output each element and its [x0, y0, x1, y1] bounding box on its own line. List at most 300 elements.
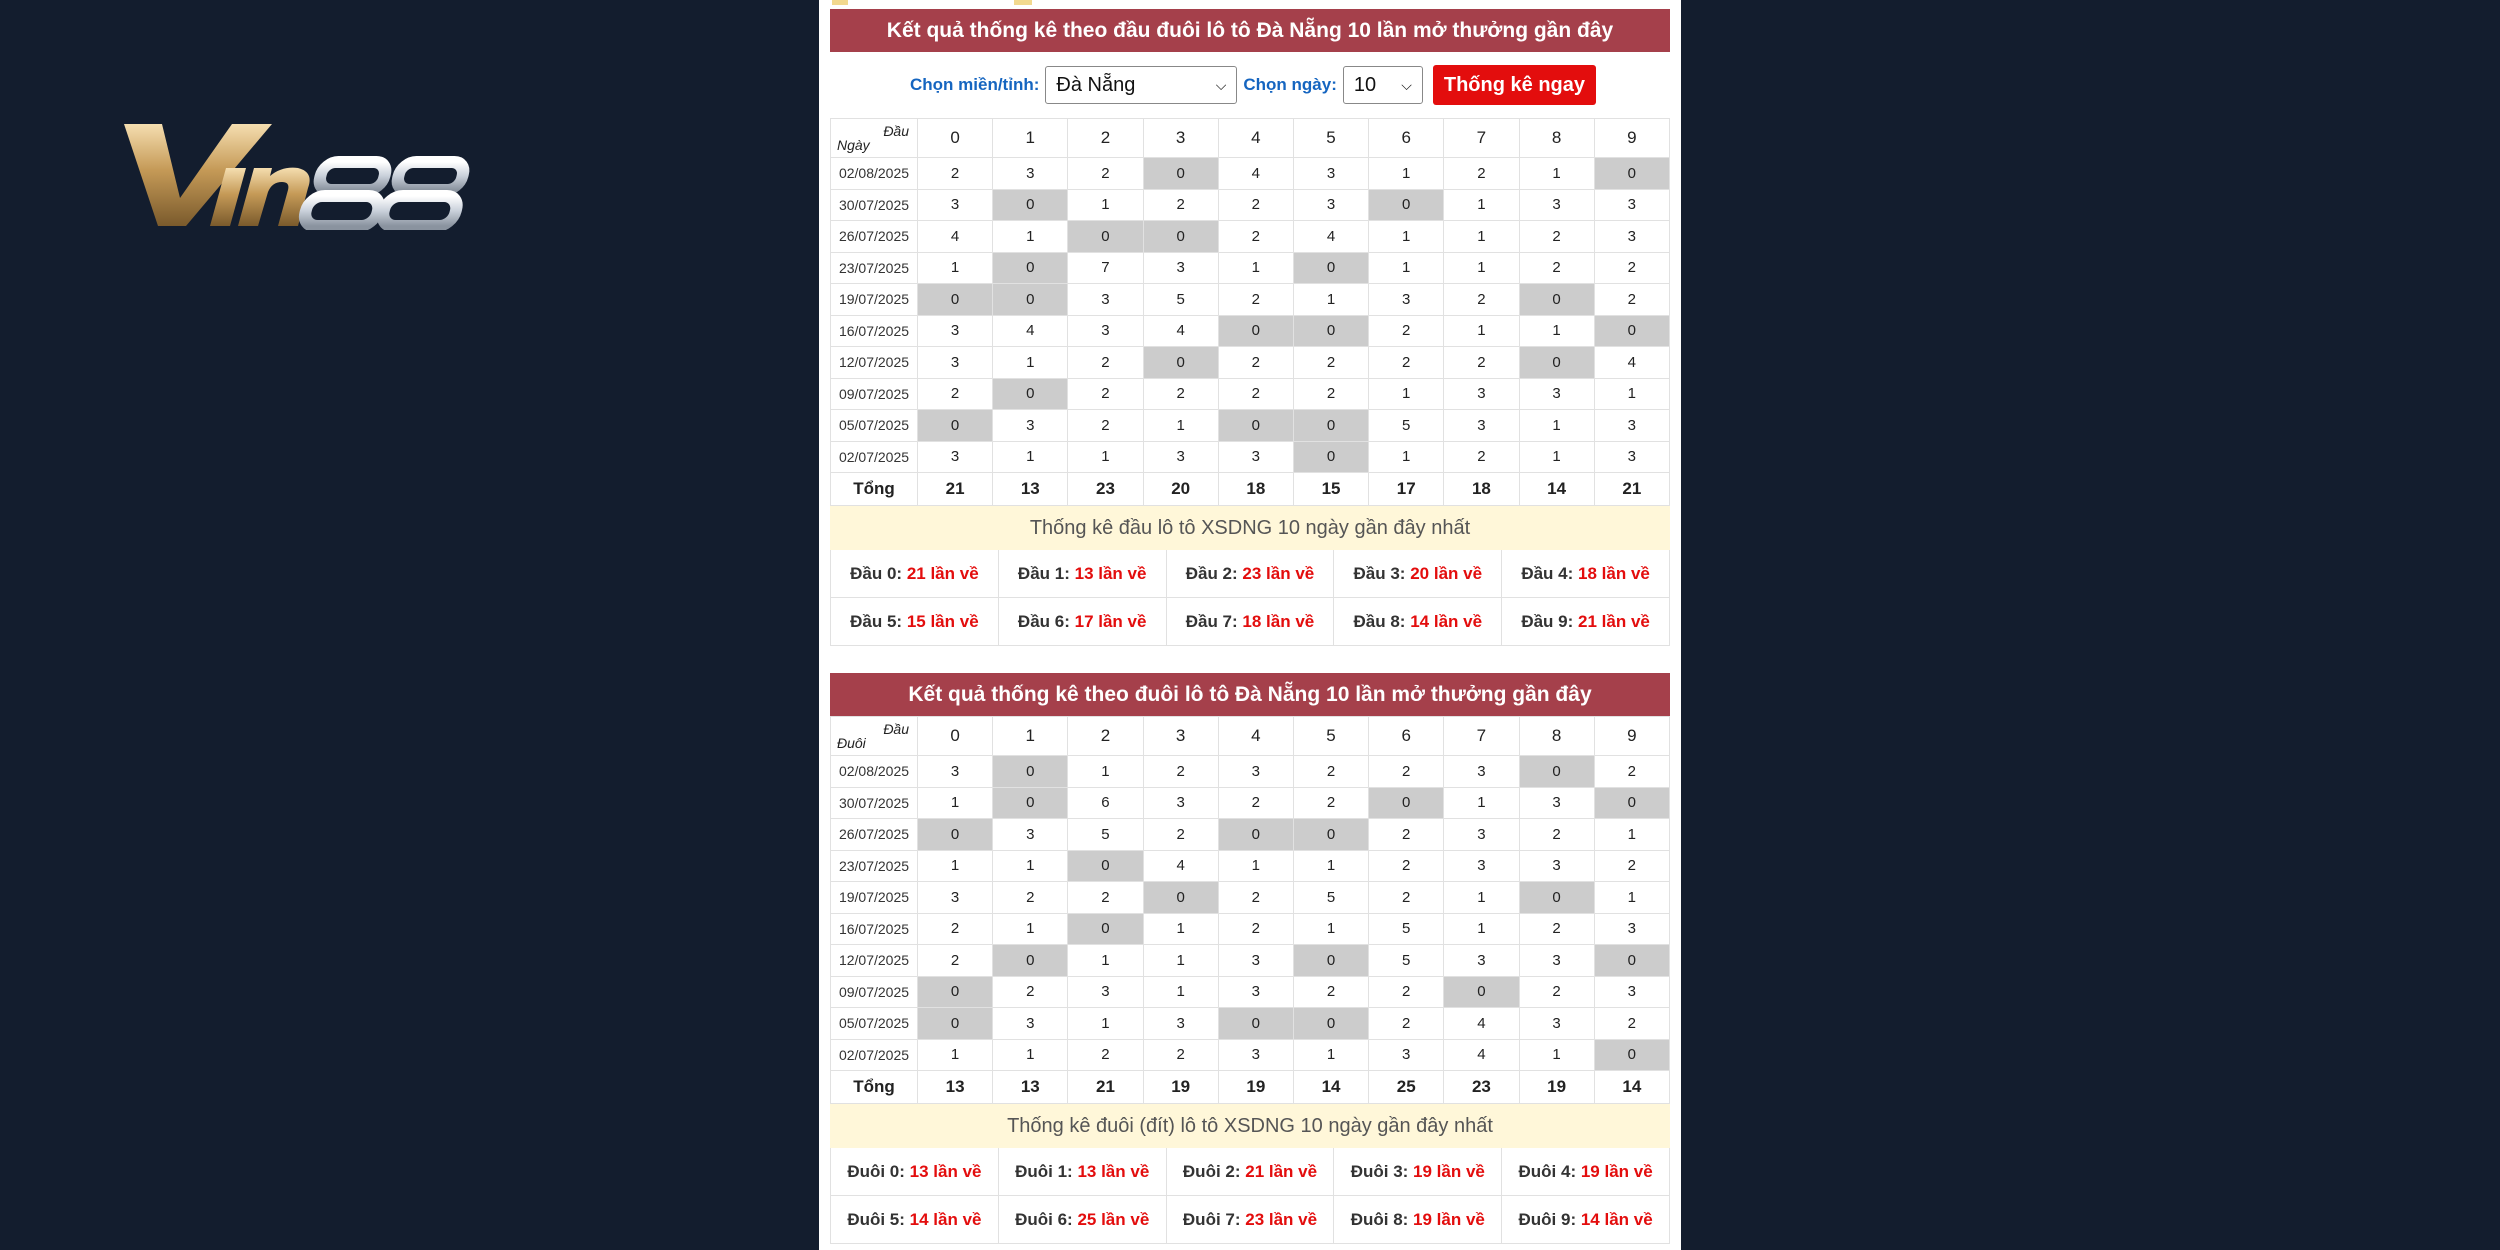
count-cell: 0: [1594, 787, 1669, 819]
corner-bottom-label: Ngày: [837, 137, 870, 153]
column-header: 3: [1143, 119, 1218, 158]
column-header: 0: [918, 119, 993, 158]
count-cell: 3: [1444, 378, 1519, 410]
count-cell: 1: [1594, 819, 1669, 851]
date-cell: 16/07/2025: [831, 315, 918, 347]
total-cell: 19: [1519, 1071, 1594, 1104]
count-cell: 2: [1293, 347, 1368, 379]
summary-value: 13 lần về: [909, 1162, 982, 1181]
summary-value: 17 lần về: [1074, 612, 1147, 631]
vin88-logo: [122, 118, 482, 230]
summary-label: Đầu 5:: [850, 612, 903, 631]
count-cell: 4: [1293, 221, 1368, 253]
count-cell: 2: [1444, 158, 1519, 190]
count-cell: 3: [918, 882, 993, 914]
summary-value: 18 lần về: [1242, 612, 1315, 631]
table-row: [831, 787, 1670, 819]
count-cell: 1: [1293, 1039, 1368, 1071]
count-cell: 1: [1143, 410, 1218, 442]
count-cell: 2: [1218, 882, 1293, 914]
count-cell: 0: [1594, 945, 1669, 977]
total-cell: 20: [1143, 473, 1218, 506]
count-cell: 0: [1218, 819, 1293, 851]
total-cell: 18: [1444, 473, 1519, 506]
total-cell: 23: [1068, 473, 1143, 506]
count-cell: 1: [1444, 189, 1519, 221]
column-header: 6: [1369, 119, 1444, 158]
count-cell: 2: [1218, 284, 1293, 316]
stats-panel: [819, 0, 1681, 1250]
count-cell: 5: [1068, 819, 1143, 851]
table-row: [831, 1008, 1670, 1040]
summary-item: [1334, 1196, 1502, 1244]
total-cell: 19: [1143, 1071, 1218, 1104]
count-cell: 7: [1068, 252, 1143, 284]
count-cell: 0: [1218, 1008, 1293, 1040]
count-cell: 0: [1293, 252, 1368, 284]
count-cell: 2: [918, 913, 993, 945]
date-cell: 23/07/2025: [831, 252, 918, 284]
count-cell: 3: [1594, 441, 1669, 473]
count-cell: 2: [1218, 221, 1293, 253]
count-cell: 1: [1444, 252, 1519, 284]
count-cell: 2: [1068, 410, 1143, 442]
date-cell: 19/07/2025: [831, 284, 918, 316]
count-cell: 1: [993, 221, 1068, 253]
date-cell: 16/07/2025: [831, 913, 918, 945]
date-cell: 05/07/2025: [831, 1008, 918, 1040]
count-cell: 2: [1519, 913, 1594, 945]
table-row: [831, 976, 1670, 1008]
count-cell: 0: [993, 378, 1068, 410]
total-row: [831, 473, 1670, 506]
count-cell: 1: [1444, 913, 1519, 945]
region-select-value: Đà Nẵng: [1056, 74, 1136, 96]
total-cell: 15: [1293, 473, 1368, 506]
summary-item: [1502, 550, 1670, 598]
count-cell: 0: [993, 284, 1068, 316]
summary-label: Đuôi 4:: [1518, 1162, 1577, 1181]
count-cell: 2: [993, 976, 1068, 1008]
dau-section-title: Kết quả thống kê theo đầu đuôi lô tô Đà Nẵng 10 lần mở thưởng gần đây: [830, 9, 1670, 52]
count-cell: 2: [1369, 756, 1444, 788]
duoi-summary-grid: [830, 1148, 1670, 1244]
summary-value: 18 lần về: [1578, 564, 1650, 583]
table-row: [831, 1039, 1670, 1071]
count-cell: 0: [1143, 347, 1218, 379]
count-cell: 3: [1068, 284, 1143, 316]
summary-value: 14 lần về: [1410, 612, 1483, 631]
summary-label: Đuôi 9:: [1518, 1210, 1577, 1229]
count-cell: 0: [1594, 315, 1669, 347]
count-cell: 2: [918, 945, 993, 977]
column-header: 5: [1293, 119, 1368, 158]
count-cell: 1: [1068, 441, 1143, 473]
count-cell: 3: [1519, 787, 1594, 819]
count-cell: 3: [1218, 976, 1293, 1008]
count-cell: 3: [1594, 189, 1669, 221]
count-cell: 4: [1143, 315, 1218, 347]
date-cell: 30/07/2025: [831, 787, 918, 819]
count-cell: 0: [1293, 410, 1368, 442]
count-cell: 3: [1218, 756, 1293, 788]
summary-item: [1502, 1148, 1670, 1196]
count-cell: 2: [1369, 976, 1444, 1008]
summary-item: [1502, 1196, 1670, 1244]
column-header: 2: [1068, 119, 1143, 158]
count-cell: 3: [918, 756, 993, 788]
count-cell: 3: [1519, 189, 1594, 221]
column-header: 7: [1444, 119, 1519, 158]
count-cell: 1: [1293, 850, 1368, 882]
table-row: [831, 441, 1670, 473]
total-cell: 21: [1068, 1071, 1143, 1104]
count-cell: 0: [918, 284, 993, 316]
count-cell: 2: [1218, 189, 1293, 221]
count-cell: 3: [1293, 158, 1368, 190]
summary-item: [831, 1148, 999, 1196]
date-cell: 26/07/2025: [831, 819, 918, 851]
duoi-section: [830, 673, 1670, 1244]
count-cell: 1: [1369, 378, 1444, 410]
column-header: 4: [1218, 119, 1293, 158]
summary-item: [999, 598, 1167, 646]
table-row: [831, 410, 1670, 442]
column-header: 7: [1444, 717, 1519, 756]
count-cell: 2: [1594, 1008, 1669, 1040]
count-cell: 1: [993, 850, 1068, 882]
count-cell: 2: [1293, 787, 1368, 819]
count-cell: 0: [1519, 756, 1594, 788]
total-cell: 25: [1369, 1071, 1444, 1104]
count-cell: 1: [1369, 252, 1444, 284]
count-cell: 3: [1068, 976, 1143, 1008]
count-cell: 2: [918, 378, 993, 410]
count-cell: 0: [1068, 850, 1143, 882]
table-row: [831, 945, 1670, 977]
count-cell: 3: [1594, 410, 1669, 442]
summary-value: 21 lần về: [1578, 612, 1650, 631]
summary-label: Đầu 7:: [1185, 612, 1238, 631]
count-cell: 3: [1519, 945, 1594, 977]
summary-label: Đuôi 2:: [1182, 1162, 1241, 1181]
summary-label: Đuôi 5:: [847, 1210, 905, 1229]
summary-value: 21 lần về: [906, 564, 979, 583]
count-cell: 5: [1369, 410, 1444, 442]
summary-item: [1334, 598, 1502, 646]
count-cell: 1: [993, 441, 1068, 473]
date-cell: 23/07/2025: [831, 850, 918, 882]
duoi-section-title: Kết quả thống kê theo đuôi lô tô Đà Nẵng 10 lần mở thưởng gần đây: [830, 673, 1670, 716]
count-cell: 1: [1594, 882, 1669, 914]
count-cell: 1: [1369, 221, 1444, 253]
summary-value: 25 lần về: [1077, 1210, 1150, 1229]
days-select[interactable]: [1343, 66, 1423, 104]
region-label: Chọn miền/tỉnh:: [910, 75, 1040, 94]
table-row: [831, 221, 1670, 253]
summary-value: 19 lần về: [1413, 1162, 1485, 1181]
total-cell: 14: [1594, 1071, 1669, 1104]
dau-table: [830, 118, 1670, 506]
days-select-value: 10: [1353, 74, 1377, 96]
summary-value: 23 lần về: [1245, 1210, 1318, 1229]
column-header: 2: [1068, 717, 1143, 756]
count-cell: 0: [1369, 787, 1444, 819]
count-cell: 2: [1369, 315, 1444, 347]
count-cell: 0: [1369, 189, 1444, 221]
column-header: 8: [1519, 717, 1594, 756]
table-row: [831, 347, 1670, 379]
date-cell: 09/07/2025: [831, 976, 918, 1008]
count-cell: 1: [918, 787, 993, 819]
date-cell: 02/07/2025: [831, 441, 918, 473]
date-cell: 26/07/2025: [831, 221, 918, 253]
summary-value: 23 lần về: [1242, 564, 1315, 583]
summary-label: Đầu 4:: [1521, 564, 1574, 583]
summary-label: Đuôi 3:: [1350, 1162, 1409, 1181]
summary-item: [1167, 1148, 1335, 1196]
count-cell: 1: [1218, 252, 1293, 284]
column-header: 0: [918, 717, 993, 756]
count-cell: 6: [1068, 787, 1143, 819]
summary-item: [1502, 598, 1670, 646]
count-cell: 2: [1369, 819, 1444, 851]
table-row: [831, 378, 1670, 410]
summary-value: 21 lần về: [1245, 1162, 1318, 1181]
count-cell: 2: [1143, 378, 1218, 410]
chevron-down-icon: ⌵: [1401, 77, 1412, 93]
summary-item: [1334, 550, 1502, 598]
date-cell: 05/07/2025: [831, 410, 918, 442]
region-select[interactable]: [1045, 66, 1237, 104]
count-cell: 1: [1143, 913, 1218, 945]
summary-item: [1167, 1196, 1335, 1244]
count-cell: 3: [1143, 1008, 1218, 1040]
count-cell: 1: [1519, 158, 1594, 190]
count-cell: 2: [1369, 850, 1444, 882]
count-cell: 1: [993, 347, 1068, 379]
count-cell: 1: [1444, 882, 1519, 914]
count-cell: 3: [1594, 976, 1669, 1008]
count-cell: 0: [1218, 315, 1293, 347]
summary-label: Đuôi 6:: [1015, 1210, 1073, 1229]
count-cell: 0: [918, 1008, 993, 1040]
count-cell: 0: [1068, 221, 1143, 253]
count-cell: 2: [1444, 441, 1519, 473]
count-cell: 0: [1143, 882, 1218, 914]
count-cell: 0: [1293, 315, 1368, 347]
count-cell: 0: [1519, 284, 1594, 316]
count-cell: 0: [918, 976, 993, 1008]
count-cell: 0: [993, 189, 1068, 221]
duoi-summary-title: Thống kê đuôi (đít) lô tô XSDNG 10 ngày gần đây nhất: [830, 1104, 1670, 1148]
total-cell: 13: [993, 473, 1068, 506]
count-cell: 3: [1143, 787, 1218, 819]
table-row: [831, 850, 1670, 882]
count-cell: 4: [1444, 1008, 1519, 1040]
summary-label: Đầu 9:: [1521, 612, 1574, 631]
count-cell: 3: [1519, 1008, 1594, 1040]
submit-stats-button[interactable]: Thống kê ngay: [1433, 65, 1596, 105]
date-cell: 02/08/2025: [831, 756, 918, 788]
count-cell: 1: [1143, 976, 1218, 1008]
total-row: [831, 1071, 1670, 1104]
table-row: [831, 252, 1670, 284]
date-cell: 19/07/2025: [831, 882, 918, 914]
count-cell: 2: [1519, 221, 1594, 253]
count-cell: 3: [993, 1008, 1068, 1040]
count-cell: 2: [1519, 819, 1594, 851]
count-cell: 4: [1218, 158, 1293, 190]
count-cell: 0: [1444, 976, 1519, 1008]
count-cell: 2: [1369, 347, 1444, 379]
count-cell: 5: [1143, 284, 1218, 316]
count-cell: 1: [1143, 945, 1218, 977]
count-cell: 3: [1143, 441, 1218, 473]
count-cell: 2: [1068, 158, 1143, 190]
summary-label: Đuôi 8:: [1350, 1210, 1409, 1229]
count-cell: 0: [918, 410, 993, 442]
column-header: 6: [1369, 717, 1444, 756]
count-cell: 3: [918, 189, 993, 221]
count-cell: 2: [1444, 284, 1519, 316]
count-cell: 4: [1444, 1039, 1519, 1071]
count-cell: 1: [1519, 315, 1594, 347]
table-row: [831, 882, 1670, 914]
count-cell: 1: [1444, 315, 1519, 347]
count-cell: 1: [1369, 441, 1444, 473]
count-cell: 4: [1594, 347, 1669, 379]
summary-value: 15 lần về: [906, 612, 979, 631]
count-cell: 2: [1143, 819, 1218, 851]
dau-summary-grid: [830, 550, 1670, 646]
count-cell: 2: [1068, 1039, 1143, 1071]
count-cell: 2: [1293, 378, 1368, 410]
count-cell: 1: [918, 252, 993, 284]
count-cell: 0: [1143, 221, 1218, 253]
count-cell: 2: [1293, 756, 1368, 788]
corner-top-label: Đầu: [883, 123, 909, 139]
count-cell: 0: [1293, 1008, 1368, 1040]
summary-item: [999, 1148, 1167, 1196]
count-cell: 2: [1519, 252, 1594, 284]
summary-value: 13 lần về: [1077, 1162, 1150, 1181]
count-cell: 3: [1519, 378, 1594, 410]
total-label: Tổng: [831, 473, 918, 506]
total-cell: 19: [1218, 1071, 1293, 1104]
count-cell: 0: [1293, 819, 1368, 851]
count-cell: 1: [1293, 284, 1368, 316]
date-cell: 02/08/2025: [831, 158, 918, 190]
count-cell: 0: [1519, 347, 1594, 379]
total-cell: 14: [1293, 1071, 1368, 1104]
date-cell: 12/07/2025: [831, 347, 918, 379]
chevron-down-icon: ⌵: [1215, 77, 1227, 93]
date-cell: 30/07/2025: [831, 189, 918, 221]
count-cell: 1: [1519, 1039, 1594, 1071]
top-strip: [819, 0, 1681, 8]
summary-label: Đuôi 1:: [1015, 1162, 1073, 1181]
count-cell: 1: [1594, 378, 1669, 410]
summary-label: Đầu 6:: [1017, 612, 1070, 631]
count-cell: 2: [1218, 913, 1293, 945]
count-cell: 3: [1444, 819, 1519, 851]
date-cell: 02/07/2025: [831, 1039, 918, 1071]
duoi-table: [830, 716, 1670, 1104]
count-cell: 3: [918, 315, 993, 347]
count-cell: 4: [918, 221, 993, 253]
count-cell: 0: [993, 945, 1068, 977]
count-cell: 1: [993, 913, 1068, 945]
count-cell: 2: [918, 158, 993, 190]
count-cell: 2: [1068, 347, 1143, 379]
table-row: [831, 913, 1670, 945]
count-cell: 3: [1444, 756, 1519, 788]
total-cell: 14: [1519, 473, 1594, 506]
count-cell: 0: [1143, 158, 1218, 190]
count-cell: 1: [918, 850, 993, 882]
column-header: 9: [1594, 717, 1669, 756]
column-header: 5: [1293, 717, 1368, 756]
column-header: 3: [1143, 717, 1218, 756]
count-cell: 2: [1143, 1039, 1218, 1071]
count-cell: 0: [993, 756, 1068, 788]
count-cell: 0: [1519, 882, 1594, 914]
count-cell: 3: [993, 410, 1068, 442]
summary-item: [831, 550, 999, 598]
date-cell: 12/07/2025: [831, 945, 918, 977]
summary-label: Đuôi 7:: [1182, 1210, 1241, 1229]
summary-item: [1167, 550, 1335, 598]
count-cell: 1: [1068, 945, 1143, 977]
summary-value: 13 lần về: [1074, 564, 1147, 583]
count-cell: 1: [1444, 787, 1519, 819]
count-cell: 2: [1143, 756, 1218, 788]
table-row: [831, 315, 1670, 347]
summary-item: [999, 550, 1167, 598]
count-cell: 2: [1293, 976, 1368, 1008]
table-row: [831, 756, 1670, 788]
count-cell: 0: [1218, 410, 1293, 442]
dau-section: [830, 9, 1670, 646]
count-cell: 3: [918, 347, 993, 379]
count-cell: 2: [993, 882, 1068, 914]
count-cell: 1: [993, 1039, 1068, 1071]
count-cell: 0: [993, 787, 1068, 819]
summary-item: [1334, 1148, 1502, 1196]
count-cell: 4: [993, 315, 1068, 347]
column-header: 8: [1519, 119, 1594, 158]
count-cell: 1: [1444, 221, 1519, 253]
count-cell: 3: [1143, 252, 1218, 284]
days-label: Chọn ngày:: [1243, 75, 1337, 94]
corner-top-label: Đầu: [883, 721, 909, 737]
table-row: [831, 819, 1670, 851]
count-cell: 3: [1293, 189, 1368, 221]
count-cell: 2: [1594, 756, 1669, 788]
count-cell: 2: [1369, 1008, 1444, 1040]
summary-value: 20 lần về: [1410, 564, 1483, 583]
total-cell: 21: [1594, 473, 1669, 506]
count-cell: 3: [1519, 850, 1594, 882]
count-cell: 3: [1594, 913, 1669, 945]
total-cell: 21: [918, 473, 993, 506]
count-cell: 3: [1068, 315, 1143, 347]
table-corner: [831, 717, 918, 756]
count-cell: 5: [1369, 913, 1444, 945]
summary-label: Đầu 3:: [1353, 564, 1406, 583]
filter-form: [830, 52, 1670, 118]
